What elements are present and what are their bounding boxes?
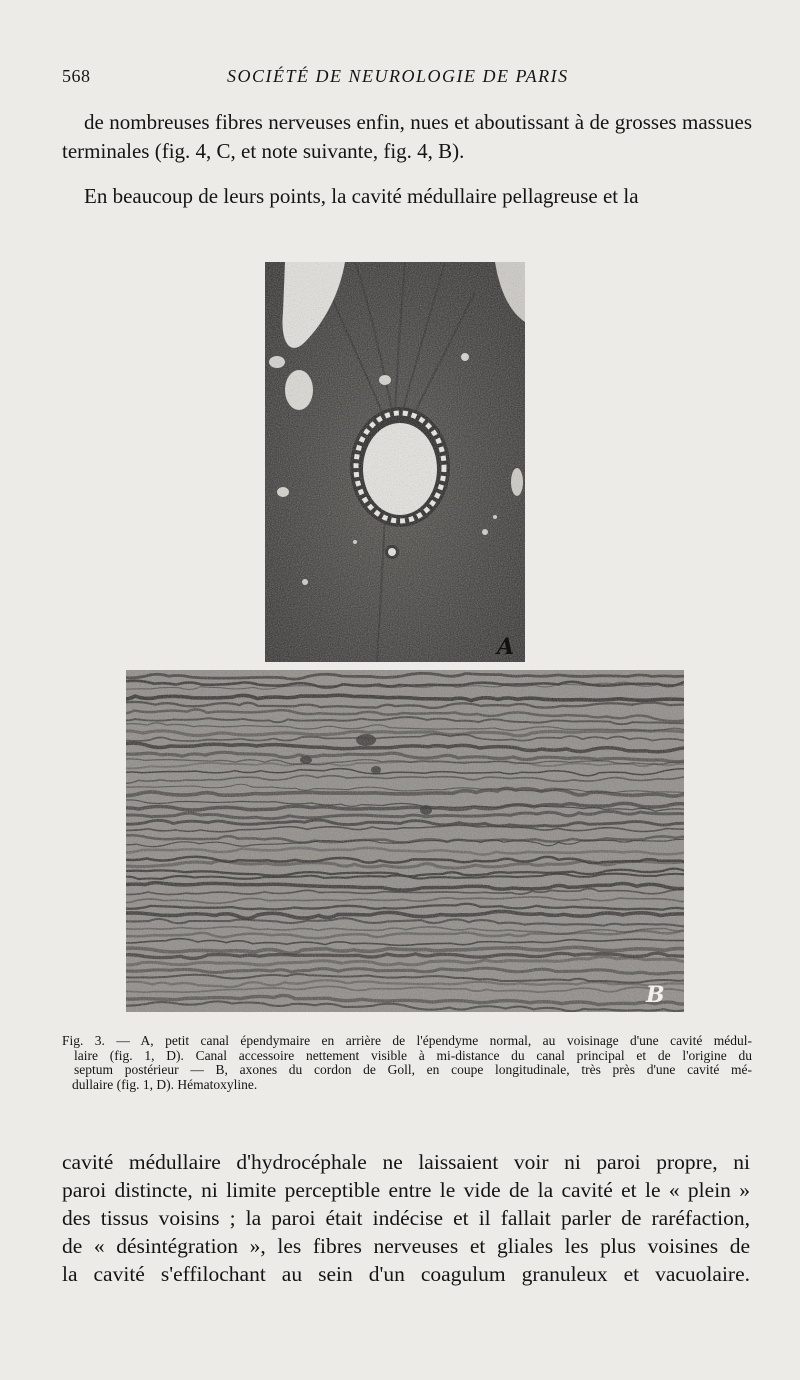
paragraph-2: En beaucoup de leurs points, la cavité médullaire pellagreuse et la [84,184,639,208]
running-title: SOCIÉTÉ DE NEUROLOGIE DE PARIS [227,66,569,86]
paragraph-3 [62,1148,750,1288]
caption-line: Fig. 3. — A, petit canal épendymaire en arrière de l'épendyme normal, au voisinage d'une cavité médul- [62,1033,752,1048]
plate-label-b: B [646,982,665,1008]
caption-line: laire (fig. 1, D). Canal accessoire nettement visible à mi-distance du canal principal et de l'origine du [74,1047,752,1063]
figure-caption [62,1034,752,1092]
paragraph-3-line: la cavité s'effilochant au sein d'un coagulum granuleux et vacuolaire. [62,1262,750,1286]
running-header [62,66,762,90]
micrograph-b [126,670,684,1012]
paragraph-3-line: des tissus voisins ; la paroi était indécise et il fallait parler de raréfaction, [62,1206,750,1230]
paragraph-3-line: paroi distincte, ni limite perceptible entre le vide de la cavité et le « plein » [62,1178,750,1202]
micrograph-a-image [265,262,525,662]
caption-line: septum postérieur — B, axones du cordon de Goll, en coupe longitudinale, très près d'une cavité mé- [74,1062,752,1077]
micrograph-a [265,262,525,662]
micrograph-b-image [126,670,684,1012]
page-number: 568 [62,66,91,86]
paragraph-3-line: cavité médullaire d'hydrocéphale ne laissaient voir ni paroi propre, ni [62,1150,750,1174]
paragraph-3-line: de « désintégration », les fibres nerveuses et gliales les plus voisines de [62,1234,750,1258]
paragraph-1: de nombreuses fibres nerveuses enfin, nues et aboutissant à de grosses massues terminales (fig. 4, C, et note suivante, fig. 4, B). [62,110,752,163]
caption-line: dullaire (fig. 1, D). Hématoxyline. [72,1076,258,1092]
plate-label-a: A [497,634,515,660]
